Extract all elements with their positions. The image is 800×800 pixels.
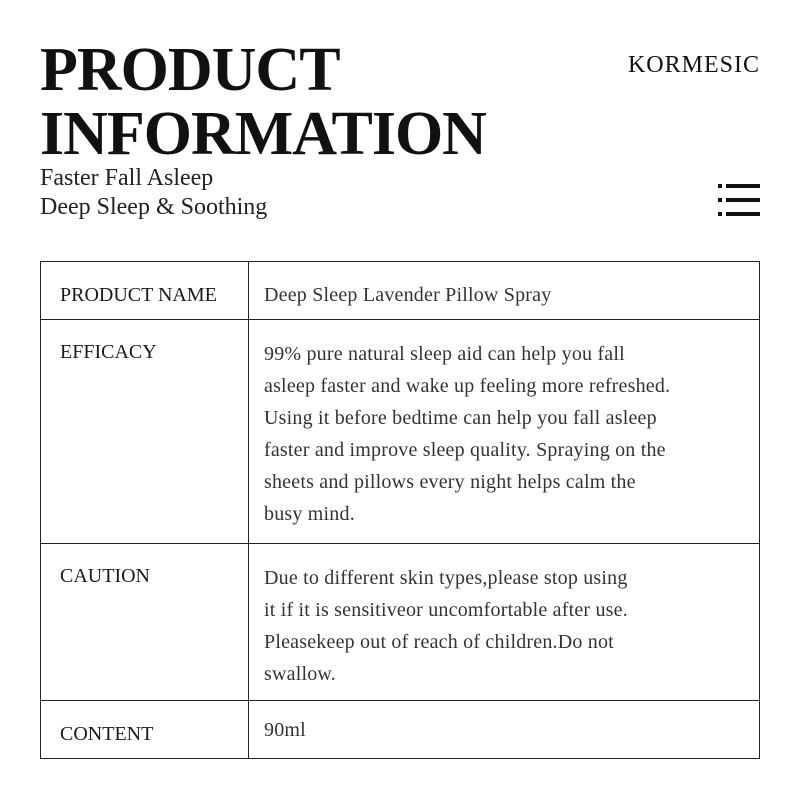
row-value-caution: Due to different skin types,please stop using it if it is sensitiveor uncomfortable after use. Pleasekeep out of reach of children.Do not swallow. [249,544,760,701]
list-icon [718,184,760,216]
subtitle [40,164,267,222]
table-row [41,320,760,544]
row-label-caution: CAUTION [41,544,249,701]
title-line-2: INFORMATION [40,100,486,168]
table-row [41,262,760,320]
subtitle-line-2: Deep Sleep & Soothing [40,194,268,220]
row-label-efficacy: EFFICACY [41,320,249,544]
brand-logo: KORMESIC [627,52,760,78]
row-value-efficacy: 99% pure natural sleep aid can help you fall asleep faster and wake up feeling more refreshed. Using it before bedtime can help you fall asleep faster and improve sleep quality. Spraying on the sheets and pillows every night helps calm the busy mind. [249,320,760,544]
product-info-table [40,261,760,759]
table-row [41,544,760,701]
row-label-content: CONTENT [41,701,249,759]
row-value-content: 90ml [249,701,760,759]
page-title [40,38,486,166]
table-row [41,701,760,759]
row-label-product-name: PRODUCT NAME [41,262,249,320]
subtitle-line-1: Faster Fall Asleep [40,165,214,191]
title-line-1: PRODUCT [40,36,340,104]
row-value-product-name: Deep Sleep Lavender Pillow Spray [249,262,760,320]
